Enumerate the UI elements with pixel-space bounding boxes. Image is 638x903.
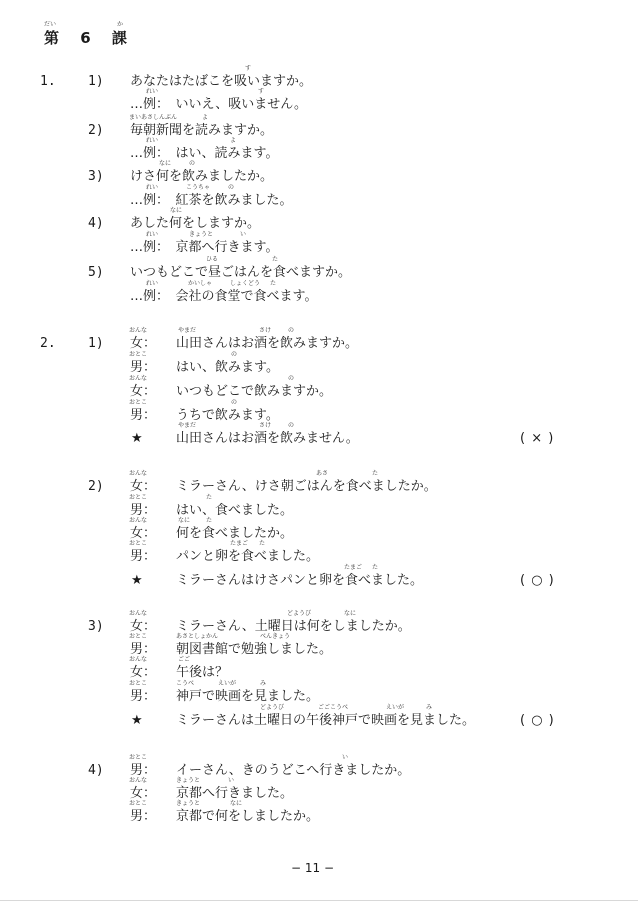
ruby: だい bbox=[44, 21, 57, 28]
dialogue-line: 京都で何をしましたか。 bbox=[176, 809, 320, 824]
ruby: なに bbox=[344, 610, 357, 617]
star-icon: ★ bbox=[131, 713, 143, 728]
speaker-label: 女： bbox=[130, 336, 157, 351]
answer-example: …例： 会社の食堂で食べます。 bbox=[130, 289, 318, 304]
ruby: れい bbox=[146, 280, 159, 287]
ruby: おとこ bbox=[129, 399, 148, 406]
page-number: − 11 − bbox=[291, 861, 335, 875]
ruby: い bbox=[342, 754, 349, 761]
ruby: さけ bbox=[259, 327, 272, 334]
item-number: 2) bbox=[88, 479, 104, 494]
ruby: おんな bbox=[129, 517, 148, 524]
title-part: 6 bbox=[80, 29, 91, 47]
item-number: 3) bbox=[88, 619, 104, 634]
question: あなたはたばこを吸いますか。 bbox=[130, 74, 313, 89]
dialogue-line: 朝図書館で勉強しました。 bbox=[176, 642, 333, 657]
ruby: おとこ bbox=[129, 494, 148, 501]
ruby: おとこ bbox=[129, 351, 148, 358]
ruby: あさとしょかん bbox=[176, 633, 219, 640]
ruby: た bbox=[270, 280, 277, 287]
ruby: の bbox=[231, 399, 238, 406]
ruby: まいあさしんぶん bbox=[129, 114, 178, 121]
speaker-label: 女： bbox=[130, 786, 157, 801]
ruby: い bbox=[240, 231, 247, 238]
ruby: やまだ bbox=[178, 422, 197, 429]
answer-example: …例： いいえ、吸いません。 bbox=[130, 97, 308, 112]
title-part: 課 bbox=[111, 29, 127, 47]
speaker-label: 男： bbox=[130, 689, 157, 704]
ruby: きょうと bbox=[176, 800, 201, 807]
ruby: おとこ bbox=[129, 754, 148, 761]
bottom-divider bbox=[0, 900, 638, 901]
ruby: どようび bbox=[260, 704, 285, 711]
ruby: おんな bbox=[129, 470, 148, 477]
ruby: たまご bbox=[230, 540, 249, 547]
item-number: 3) bbox=[88, 169, 104, 184]
dialogue-line: ミラーさん、土曜日は何をしましたか。 bbox=[176, 619, 411, 634]
ruby: た bbox=[206, 517, 213, 524]
dialogue-line: いつもどこで飲みますか。 bbox=[176, 384, 333, 399]
title-part: 第 bbox=[44, 29, 60, 47]
ruby: よ bbox=[202, 114, 209, 121]
ruby: おんな bbox=[129, 375, 148, 382]
ruby: かいしゃ bbox=[188, 280, 213, 287]
ruby: おんな bbox=[129, 327, 148, 334]
ruby: なに bbox=[230, 800, 243, 807]
ruby: おんな bbox=[129, 656, 148, 663]
ruby: た bbox=[206, 494, 213, 501]
ruby: べんきょう bbox=[260, 633, 291, 640]
ruby: の bbox=[189, 160, 196, 167]
ruby: の bbox=[228, 184, 235, 191]
item-number: 2) bbox=[88, 123, 104, 138]
ruby: おとこ bbox=[129, 633, 148, 640]
dialogue-line: 山田さんはお酒を飲みますか。 bbox=[176, 336, 359, 351]
speaker-label: 男： bbox=[130, 763, 157, 778]
ruby: えいが bbox=[386, 704, 405, 711]
dialogue-line: 神戸で映画を見ました。 bbox=[176, 689, 320, 704]
dialogue-line: はい、飲みます。 bbox=[176, 360, 279, 375]
ruby: なに bbox=[159, 160, 172, 167]
speaker-label: 女： bbox=[130, 665, 157, 680]
dialogue-line: うちで飲みます。 bbox=[176, 408, 279, 423]
ruby: おとこ bbox=[129, 800, 148, 807]
speaker-label: 女： bbox=[130, 479, 157, 494]
ruby: なに bbox=[178, 517, 191, 524]
ruby: い bbox=[228, 777, 235, 784]
ruby: こうべ bbox=[176, 680, 195, 687]
ruby: た bbox=[372, 564, 379, 571]
ruby: ひる bbox=[206, 256, 219, 263]
answer-example: …例： 京都へ行きます。 bbox=[130, 240, 279, 255]
speaker-label: 男： bbox=[130, 503, 157, 518]
ruby: あさ bbox=[316, 470, 329, 477]
ruby: れい bbox=[146, 184, 159, 191]
ruby: おんな bbox=[129, 610, 148, 617]
star-icon: ★ bbox=[131, 431, 143, 446]
speaker-label: 男： bbox=[130, 642, 157, 657]
ruby: の bbox=[231, 351, 238, 358]
question: いつもどこで昼ごはんを食べますか。 bbox=[130, 265, 352, 280]
question: けさ何を飲みましたか。 bbox=[130, 169, 274, 184]
star-icon: ★ bbox=[131, 573, 143, 588]
ruby: しょくどう bbox=[230, 280, 261, 287]
answer-mark: ( × ) bbox=[520, 431, 555, 446]
speaker-label: 男： bbox=[130, 809, 157, 824]
ruby: た bbox=[259, 540, 266, 547]
speaker-label: 女： bbox=[130, 619, 157, 634]
speaker-label: 男： bbox=[130, 549, 157, 564]
ruby: た bbox=[372, 470, 379, 477]
ruby: ごご bbox=[178, 656, 191, 663]
item-number: 5) bbox=[88, 265, 104, 280]
ruby: れい bbox=[146, 137, 159, 144]
speaker-label: 女： bbox=[130, 526, 157, 541]
dialogue-line: はい、食べました。 bbox=[176, 503, 294, 518]
ruby: えいが bbox=[218, 680, 237, 687]
ruby: れい bbox=[146, 231, 159, 238]
ruby: おとこ bbox=[129, 680, 148, 687]
answer-mark: ( ○ ) bbox=[520, 713, 555, 728]
answer-example: …例： はい、読みます。 bbox=[130, 146, 279, 161]
ruby: れい bbox=[146, 88, 159, 95]
ruby: やまだ bbox=[178, 327, 197, 334]
dialogue-line: 午後は？ bbox=[176, 665, 229, 680]
dialogue-line: 京都へ行きました。 bbox=[176, 786, 294, 801]
ruby: どようび bbox=[287, 610, 312, 617]
ruby: たまご bbox=[344, 564, 363, 571]
ruby: よ bbox=[230, 137, 237, 144]
ruby: さけ bbox=[259, 422, 272, 429]
ruby: す bbox=[245, 65, 252, 72]
section-label: 1. bbox=[40, 74, 56, 89]
ruby: の bbox=[288, 375, 295, 382]
item-number: 4) bbox=[88, 763, 104, 778]
ruby: きょうと bbox=[176, 777, 201, 784]
ruby: ごごこうべ bbox=[318, 704, 349, 711]
ruby: こうちゃ bbox=[186, 184, 211, 191]
ruby: きょうと bbox=[189, 231, 214, 238]
ruby: おとこ bbox=[129, 540, 148, 547]
answer-example: …例： 紅茶を飲みました。 bbox=[130, 193, 293, 208]
speaker-label: 男： bbox=[130, 360, 157, 375]
page-title bbox=[44, 31, 127, 46]
question: あした何をしますか。 bbox=[130, 216, 261, 231]
statement: ミラーさんはけさパンと卵を食べました。 bbox=[176, 573, 424, 588]
ruby: の bbox=[288, 327, 295, 334]
item-number: 4) bbox=[88, 216, 104, 231]
ruby: す bbox=[258, 88, 265, 95]
speaker-label: 女： bbox=[130, 384, 157, 399]
ruby: た bbox=[272, 256, 279, 263]
item-number: 1) bbox=[88, 336, 104, 351]
ruby: の bbox=[288, 422, 295, 429]
ruby: なに bbox=[170, 207, 183, 214]
statement: ミラーさんは土曜日の午後神戸で映画を見ました。 bbox=[176, 713, 476, 728]
ruby: み bbox=[426, 704, 433, 711]
statement: 山田さんはお酒を飲みません。 bbox=[176, 431, 359, 446]
ruby: か bbox=[117, 21, 124, 28]
section-label: 2. bbox=[40, 336, 56, 351]
dialogue-line: 何を食べましたか。 bbox=[176, 526, 294, 541]
item-number: 1) bbox=[88, 74, 104, 89]
dialogue-line: パンと卵を食べました。 bbox=[176, 549, 320, 564]
answer-mark: ( ○ ) bbox=[520, 573, 555, 588]
dialogue-line: イーさん、きのうどこへ行きましたか。 bbox=[176, 763, 411, 778]
question: 毎朝新聞を読みますか。 bbox=[130, 123, 274, 138]
speaker-label: 男： bbox=[130, 408, 157, 423]
ruby: み bbox=[260, 680, 267, 687]
ruby: おんな bbox=[129, 777, 148, 784]
dialogue-line: ミラーさん、けさ朝ごはんを食べましたか。 bbox=[176, 479, 437, 494]
